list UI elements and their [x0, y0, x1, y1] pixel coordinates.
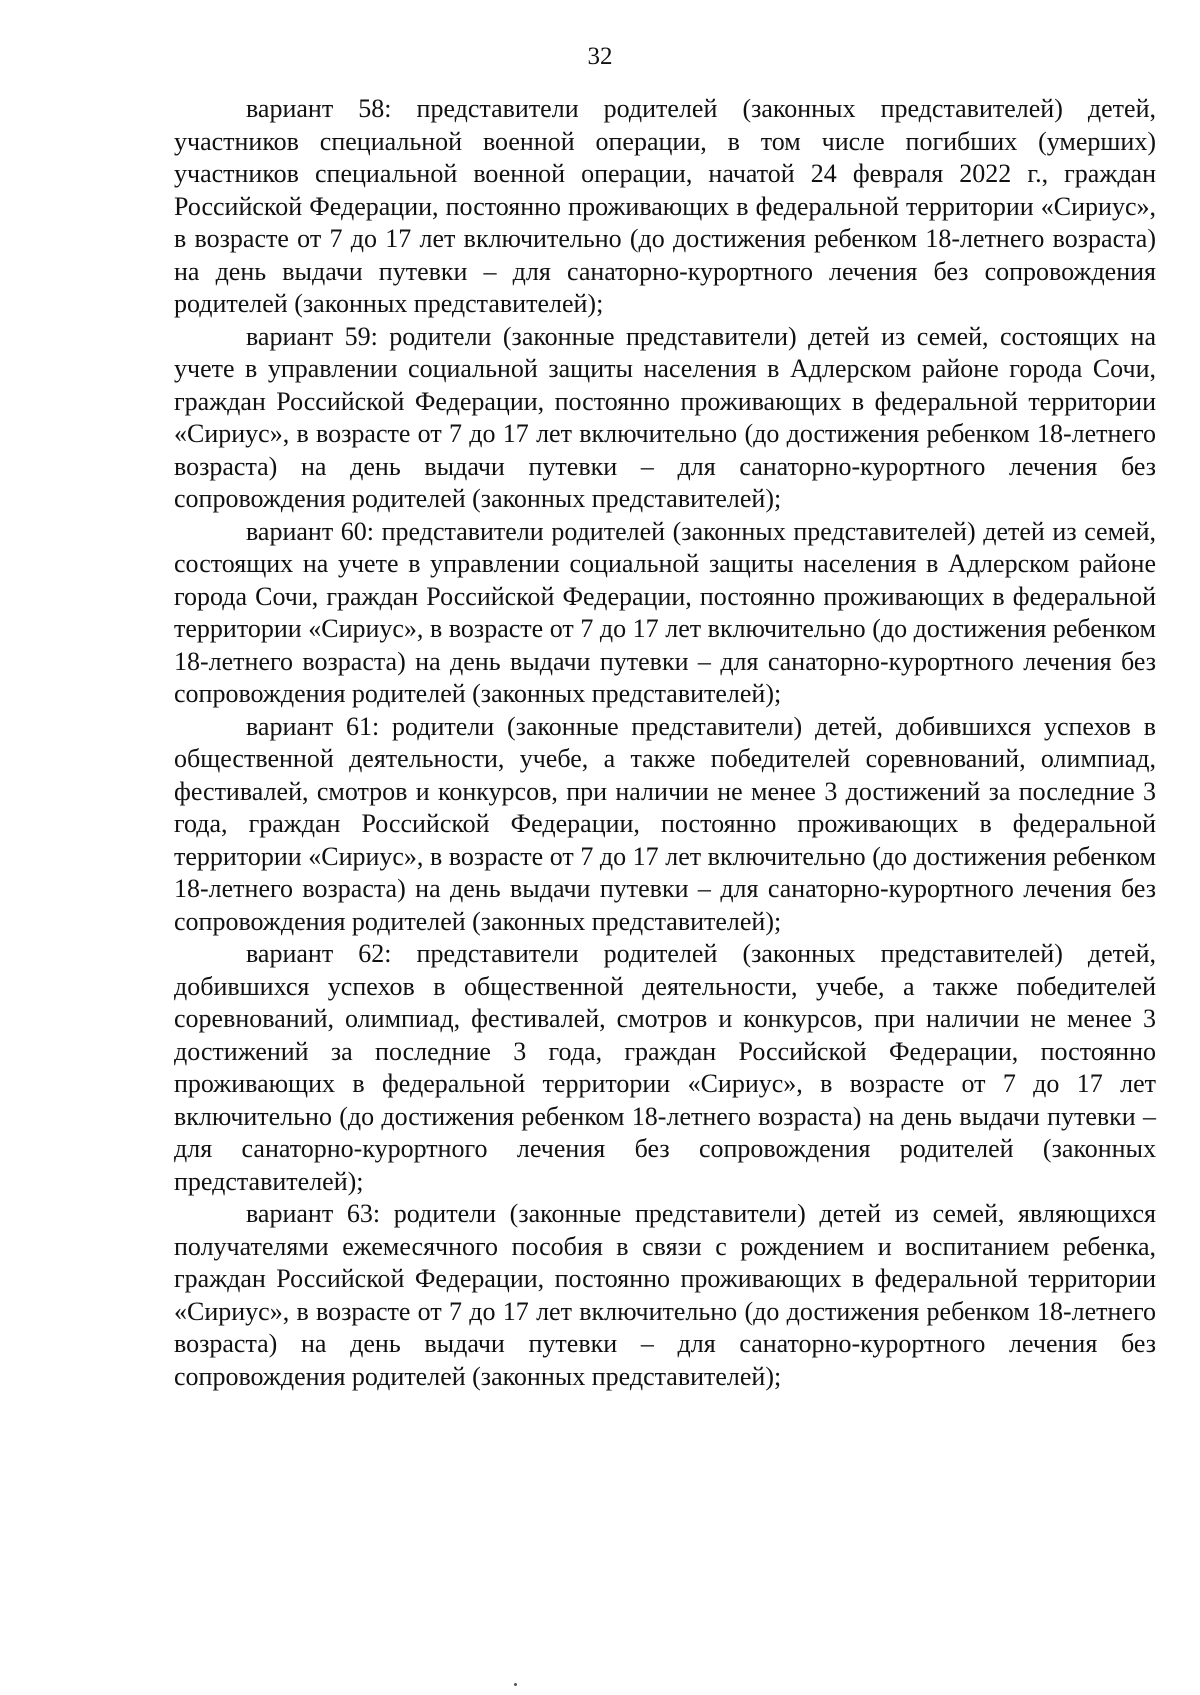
page-number: 32 — [587, 43, 613, 70]
paragraph-variant-58: вариант 58: представители родителей (законных представителей) детей, участников специальной военной операции, в том числе погибших (умерших) участников специальной военной операции, начатой 24 февраля 2022 г., граждан Российской Федерации, постоянно проживающих в федеральной территории «Сириус», в возрасте от 7 до 17 лет включительно (до достижения ребенком 18-летнего возраста) на день выдачи путевки – для санаторно-курортного лечения без сопровождения родителей (законных представителей); — [174, 94, 1156, 318]
paragraph-variant-63: вариант 63: родители (законные представители) детей из семей, являющихся получателями ежемесячного пособия в связи с рождением и воспитанием ребенка, граждан Российской Федерации, постоянно проживающих в федеральной территории «Сириус», в возрасте от 7 до 17 лет включительно (до достижения ребенком 18-летнего возраста) на день выдачи путевки – для санаторно-курортного лечения без сопровождения родителей (законных представителей); — [174, 1199, 1156, 1391]
document-body — [174, 93, 1156, 1393]
paragraph-variant-59: вариант 59: родители (законные представители) детей из семей, состоящих на учете в управлении социальной защиты населения в Адлерском районе города Сочи, граждан Российской Федерации, постоянно проживающих в федеральной территории «Сириус», в возрасте от 7 до 17 лет включительно (до достижения ребенком 18-летнего возраста) на день выдачи путевки – для санаторно-курортного лечения без сопровождения родителей (законных представителей); — [174, 321, 1156, 513]
scan-artifact-dot — [514, 1683, 517, 1686]
paragraph-variant-62: вариант 62: представители родителей (законных представителей) детей, добившихся успехов в общественной деятельности, учебе, а также победителей соревнований, олимпиад, фестивалей, смотров и конкурсов, при наличии не менее 3 достижений за последние 3 года, граждан Российской Федерации, постоянно проживающих в федеральной территории «Сириус», в возрасте от 7 до 17 лет включительно (до достижения ребенком 18-летнего возраста) на день выдачи путевки – для санаторно-курортного лечения без сопровождения родителей (законных представителей); — [174, 939, 1156, 1196]
paragraph-variant-60: вариант 60: представители родителей (законных представителей) детей из семей, состоящих на учете в управлении социальной защиты населения в Адлерском районе города Сочи, граждан Российской Федерации, постоянно проживающих в федеральной территории «Сириус», в возрасте от 7 до 17 лет включительно (до достижения ребенком 18-летнего возраста) на день выдачи путевки – для санаторно-курортного лечения без сопровождения родителей (законных представителей); — [174, 516, 1156, 708]
paragraph-variant-61: вариант 61: родители (законные представители) детей, добившихся успехов в общественной деятельности, учебе, а также победителей соревнований, олимпиад, фестивалей, смотров и конкурсов, при наличии не менее 3 достижений за последние 3 года, граждан Российской Федерации, постоянно проживающих в федеральной территории «Сириус», в возрасте от 7 до 17 лет включительно (до достижения ребенком 18-летнего возраста) на день выдачи путевки – для санаторно-курортного лечения без сопровождения родителей (законных представителей); — [174, 711, 1156, 936]
